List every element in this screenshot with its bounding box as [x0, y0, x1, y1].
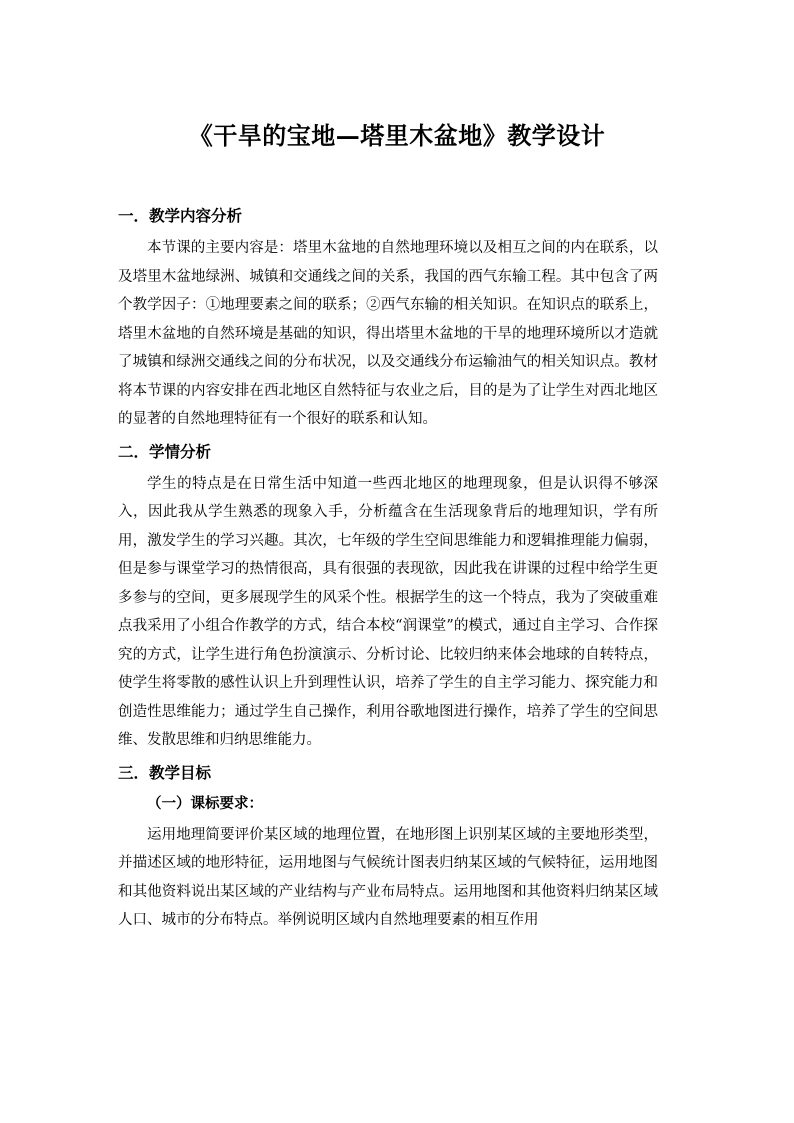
section-heading: 一．教学内容分析 [118, 206, 243, 225]
section-paragraph: 学生的特点是在日常生活中知道一些西北地区的地理现象，但是认识得不够深入，因此我从学生熟悉的现象入手，分析蕴含在生活现象背后的地理知识，学有所用，激发学生的学习兴趣。其次，七年级的学生空间思维能力和逻辑推理能力偏弱，但是参与课堂学习的热情很高，具有很强的表现欲，因此我在讲课的过程中给学生更多参与的空间，更多展现学生的风采个性。根据学生的这一个特点，我为了突破重难点我采用了小组合作教学的方式，结合本校“润课堂”的模式，通过自主学习、合作探究的方式，让学生进行角色扮演演示、分析讨论、比较归纳来体会地球的自转特点，使学生将零散的感性认识上升到理性认识，培养了学生的自主学习能力、探究能力和创造性思维能力；通过学生自己操作，利用谷歌地图进行操作，培养了学生的空间思维、发散思维和归纳思维能力。 [118, 475, 658, 748]
section-subheading: （一）课标要求： [147, 794, 263, 812]
section-paragraph: 运用地理简要评价某区域的地理位置，在地形图上识别某区域的主要地形类型，并描述区域的地形特征，运用地图与气候统计图表归纳某区域的气候特征，运用地图和其他资料说出某区域的产业结构与产业布局特点。运用地图和其他资料归纳某区域人口、城市的分布特点。举例说明区域内自然地理要素的相互作用 [118, 826, 658, 928]
section-paragraph: 本节课的主要内容是：塔里木盆地的自然地理环境以及相互之间的内在联系，以及塔里木盆地绿洲、城镇和交通线之间的关系，我国的西气东输工程。其中包含了两个教学因子：①地理要素之间的联系；②西气东输的相关知识。在知识点的联系上，塔里木盆地的自然环境是基础的知识，得出塔里木盆地的干旱的地理环境所以才造就了城镇和绿洲交通线之间的分布状况，以及交通线分布运输油气的相关知识点。教材将本节课的内容安排在西北地区自然特征与农业之后，目的是为了让学生对西北地区的显著的自然地理特征有一个很好的联系和认知。 [118, 240, 658, 427]
section-teaching-objectives [118, 761, 658, 935]
document-body [118, 204, 658, 935]
section-heading: 三．教学目标 [118, 762, 212, 782]
section-student-analysis [118, 440, 658, 755]
document-title: 《干旱的宝地—塔里木盆地》教学设计 [188, 121, 606, 150]
section-content-analysis [118, 204, 658, 434]
section-heading: 二．学情分析 [118, 441, 212, 461]
